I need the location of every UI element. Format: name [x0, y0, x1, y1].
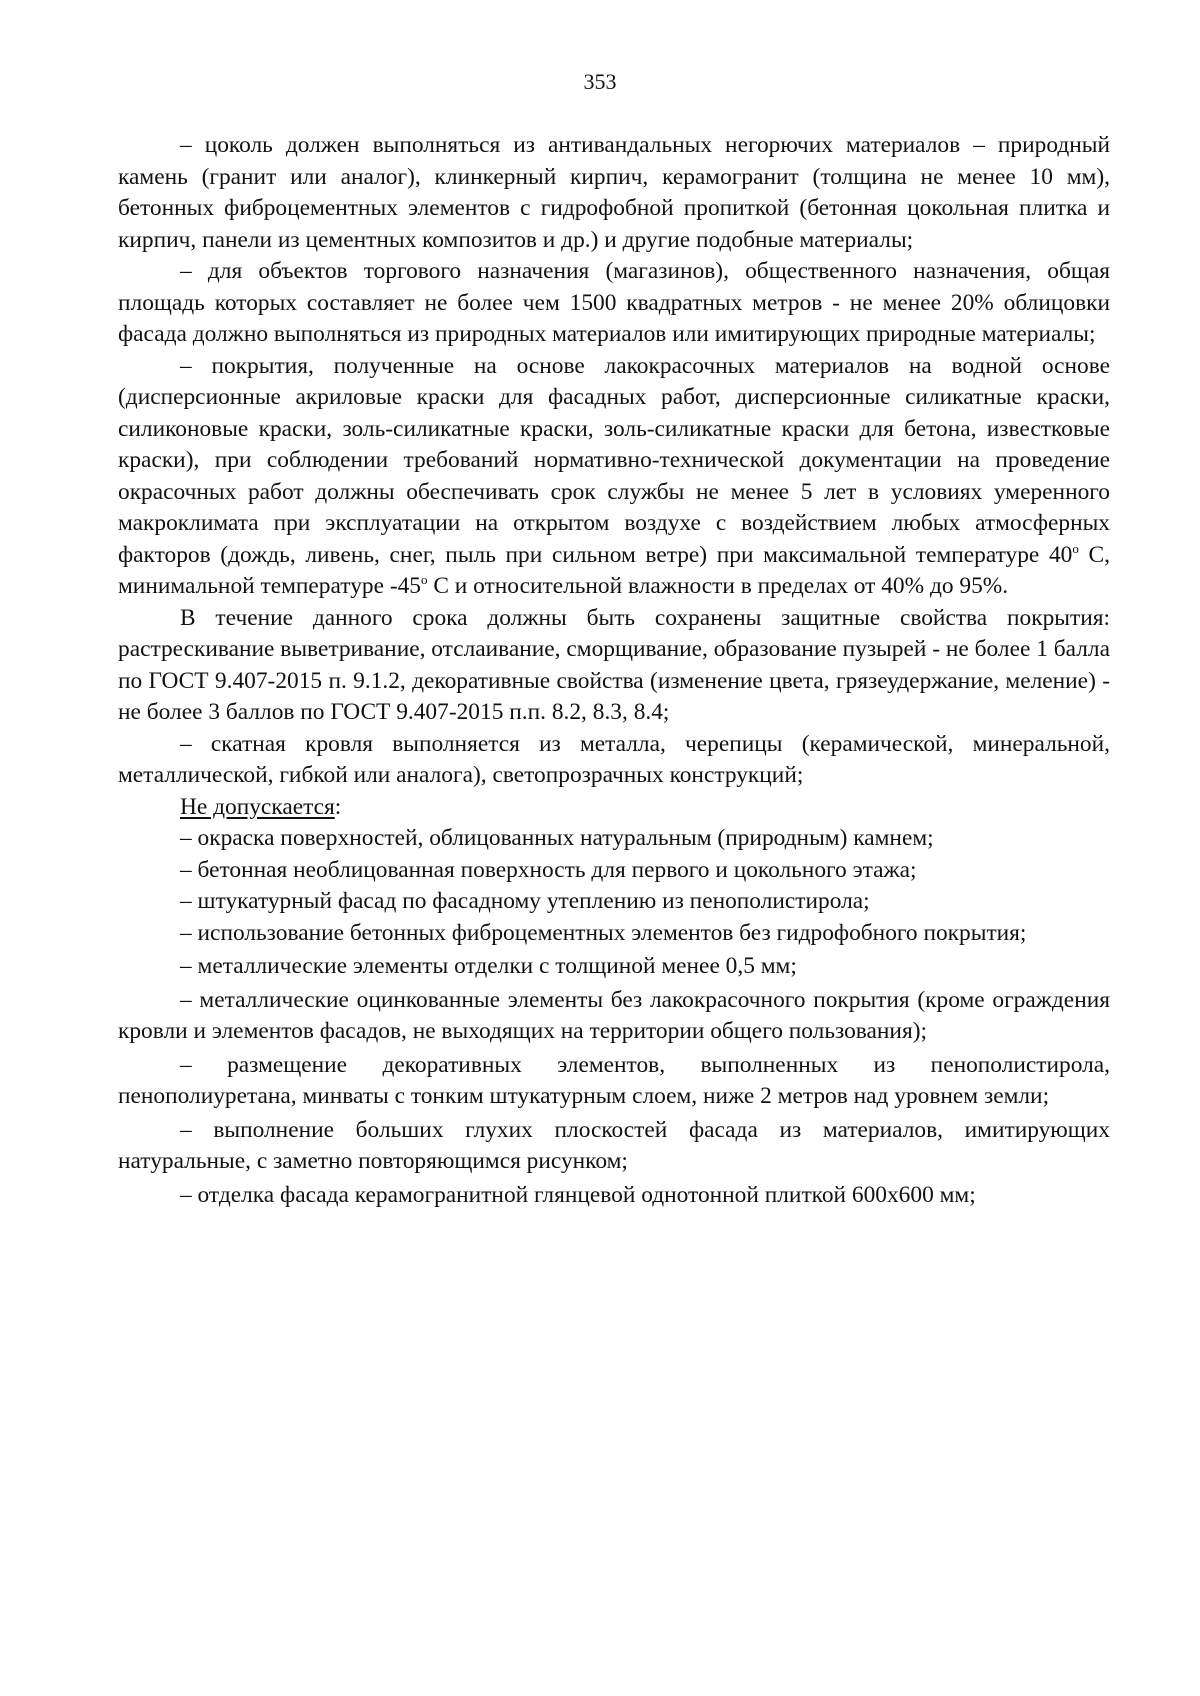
page-number: 353: [583, 69, 617, 94]
paragraph-plinth: – цоколь должен выполняться из антивандальных негорючих материалов – природный камень (гранит или аналог), клинкерный кирпич, керамогранит (толщина не менее 10 мм), бетонных фиброцементных элементов с гидрофобной пропиткой (бетонная цокольная плитка и кирпич, панели из цементных композитов и др.) и другие подобные материалы;: [118, 132, 1110, 253]
not-allowed-label: Не допускается: [180, 793, 335, 820]
list-item-galvanized: – металлические оцинкованные элементы без лакокрасочного покрытия (кроме ограждения кровли и элементов фасадов, не выходящих на территории общего пользования);: [118, 986, 1110, 1044]
list-item-plaster-facade: – штукатурный фасад по фасадному утеплению из пенополистирола;: [180, 888, 870, 914]
paragraph-pitched-roof: – скатная кровля выполняется из металла, черепицы (керамической, минеральной, металлической, гибкой или аналога), светопрозрачных конструкций;: [118, 730, 1110, 788]
coatings-text-end: С и относительной влажности в пределах от 40% до 95%.: [427, 573, 1009, 599]
list-item-glossy-tile: – отделка фасада керамогранитной глянцевой однотонной плиткой 600х600 мм;: [180, 1181, 976, 1208]
heading-not-allowed: [118, 792, 1110, 824]
coatings-text-cont: С, минимальной температуре -45: [118, 541, 1110, 599]
list-item-fiber-cement: – использование бетонных фиброцементных элементов без гидрофобного покрытия;: [180, 919, 1027, 946]
paragraph-coatings: [118, 351, 1110, 603]
list-item-bare-concrete: – бетонная необлицованная поверхность для первого и цокольного этажа;: [180, 856, 917, 883]
list-item-stone-painting: – окраска поверхностей, облицованных натуральным (природным) камнем;: [180, 825, 934, 851]
paragraph-trade-objects: – для объектов торгового назначения (магазинов), общественного назначения, общая площадь которых составляет не более чем 1500 квадратных метров - не менее 20% облицовки фасада должно выполняться из природных материалов или имитирующих природные материалы;: [118, 258, 1110, 347]
list-item-decorative-elements: – размещение декоративных элементов, выполненных из пенополистирола, пенополиуретана, минваты с тонким штукатурным слоем, ниже 2 метров над уровнем земли;: [118, 1051, 1110, 1109]
degree-sign: o: [421, 572, 428, 588]
paragraph-protective-properties: В течение данного срока должны быть сохранены защитные свойства покрытия: растрескивание выветривание, отслаивание, сморщивание, образование пузырей - не более 1 балла по ГОСТ 9.407-2015 п. 9.1.2, декоративные свойства (изменение цвета, грязеудержание, меление) - не более 3 баллов по ГОСТ 9.407-2015 п.п. 8.2, 8.3, 8.4;: [118, 604, 1110, 725]
document-body: [118, 130, 1110, 1211]
coatings-text: – покрытия, полученные на основе лакокрасочных материалов на водной основе (дисперсионные акриловые краски для фасадных работ, дисперсионные силикатные краски, силиконовые краски, золь-силикатные краски, золь-силикатные краски для бетона, известковые краски), при соблюдении требований нормативно-технической документации на проведение окрасочных работ должны обеспечивать срок службы не менее 5 лет в условиях умеренного макроклимата при эксплуатации на открытом воздухе с воздействием любых атмосферных факторов (дождь, ливень, снег, пыль при сильном ветре) при максимальной температуре 40: [118, 352, 1110, 568]
not-allowed-colon: :: [334, 793, 342, 820]
list-item-metal-thickness: – металлические элементы отделки с толщиной менее 0,5 мм;: [180, 953, 797, 979]
degree-sign: o: [1072, 540, 1079, 556]
list-item-blank-planes: – выполнение больших глухих плоскостей фасада из материалов, имитирующих натуральные, с заметно повторяющимся рисунком;: [118, 1116, 1110, 1174]
